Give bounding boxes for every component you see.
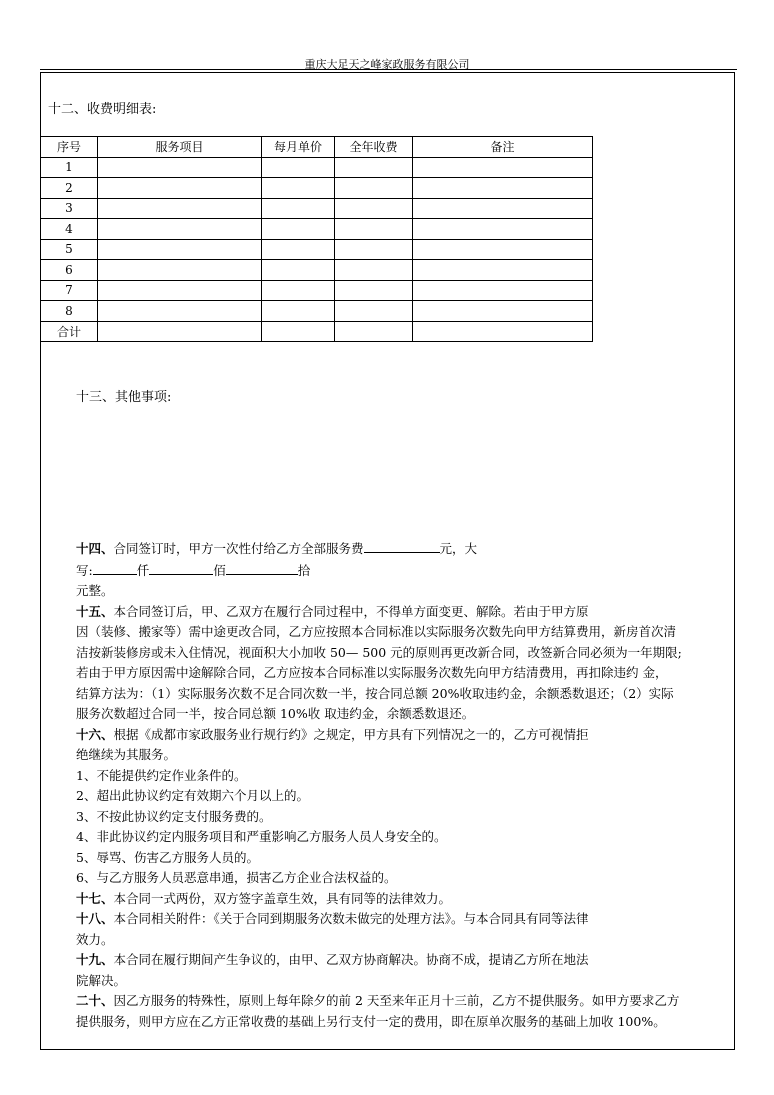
price-cell	[262, 301, 335, 322]
service-cell	[98, 219, 262, 240]
clause-18-line-1: 十八、本合同相关附件：《关于合同到期服务次数未做完的处理方法》。与本合同具有同等法律	[76, 911, 589, 926]
row-number: 6	[41, 260, 98, 281]
col-header-monthly-price: 每月单价	[262, 137, 335, 158]
clause-19-line-1: 十九、本合同在履行期间产生争议的，由甲、乙双方协商解决。协商不成，提请乙方所在地法	[76, 952, 589, 967]
clause-19-number: 十九、	[76, 952, 114, 967]
amount-qian-blank[interactable]	[149, 560, 213, 575]
row-number: 1	[41, 157, 98, 178]
clause-18-number: 十八、	[76, 911, 114, 926]
clause-20-number: 二十、	[76, 993, 114, 1008]
table-row	[41, 198, 593, 219]
clause-19-line-2: 院解决。	[76, 972, 127, 988]
clause-20-line-2: 提供服务，则甲方应在乙方正常收费的基础上另行支付一定的费用，即在原单次服务的基础上加收 100%。	[76, 1013, 666, 1029]
remark-cell	[413, 260, 593, 281]
annual-cell	[335, 260, 413, 281]
clause-16-line-1: 十六、根据《成都市家政服务业行规行约》之规定，甲方具有下列情况之一的，乙方可视情拒	[76, 726, 589, 742]
clause-17: 十七、本合同一式两份，双方签字盖章生效，具有同等的法律效力。	[76, 890, 452, 906]
col-header-annual-fee: 全年收费	[335, 137, 413, 158]
clause-15-number: 十五、	[76, 603, 114, 619]
clause-14-line-2: 写: 仟 佰 拾	[76, 560, 726, 582]
annual-cell	[335, 157, 413, 178]
service-cell	[98, 280, 262, 301]
clause-15-line-4: 若由于甲方原因需中途解除合同，乙方应按本合同标准以实际服务次数先向甲方结清费用，再扣除违约 金，	[76, 665, 668, 680]
price-cell	[262, 157, 335, 178]
remark-cell	[413, 198, 593, 219]
table-total-row	[41, 321, 593, 342]
price-cell	[262, 321, 335, 342]
fee-amount-blank[interactable]	[364, 538, 440, 553]
fee-detail-table	[40, 136, 593, 342]
table-row	[41, 260, 593, 281]
total-label: 合计	[41, 321, 98, 342]
clause-15-line-2: 因（装修、搬家等）需中途更改合同，乙方应按照本合同标准以实际服务次数先向甲方结算费用，新房首次清	[76, 624, 677, 639]
annual-cell	[335, 219, 413, 240]
price-cell	[262, 178, 335, 199]
annual-cell	[335, 321, 413, 342]
contract-clauses	[76, 538, 726, 1032]
price-cell	[262, 198, 335, 219]
service-cell	[98, 178, 262, 199]
section-12-title: 十二、收费明细表:	[48, 102, 157, 117]
clause-15-line-1: 十五、本合同签订后，甲、乙双方在履行合同过程中，不得单方面变更、解除。若由于甲方原	[76, 603, 589, 619]
table-header-row	[41, 137, 593, 158]
remark-cell	[413, 280, 593, 301]
service-cell	[98, 260, 262, 281]
service-cell	[98, 198, 262, 219]
annual-cell	[335, 178, 413, 199]
table-row	[41, 178, 593, 199]
annual-cell	[335, 280, 413, 301]
remark-cell	[413, 219, 593, 240]
clause-17-number: 十七、	[76, 890, 114, 906]
service-cell	[98, 301, 262, 322]
clause-16-item: 4、非此协议约定内服务项目和严重影响乙方服务人员人身安全的。	[76, 829, 447, 844]
company-header: 重庆大足天之峰家政服务有限公司	[304, 58, 470, 71]
col-header-remarks: 备注	[413, 137, 593, 158]
remark-cell	[413, 301, 593, 322]
clause-16-item: 3、不按此协议约定支付服务费的。	[76, 808, 272, 824]
price-cell	[262, 219, 335, 240]
clause-14-line-3: 元整。	[76, 583, 114, 598]
remark-cell	[413, 239, 593, 260]
price-cell	[262, 260, 335, 281]
service-cell	[98, 239, 262, 260]
amount-wan-blank[interactable]	[93, 560, 137, 575]
clause-18-line-2: 效力。	[76, 931, 114, 947]
clause-16-item: 5、辱骂、伤害乙方服务人员的。	[76, 849, 259, 865]
row-number: 8	[41, 301, 98, 322]
row-number: 7	[41, 280, 98, 301]
row-number: 3	[41, 198, 98, 219]
table-row	[41, 280, 593, 301]
row-number: 2	[41, 178, 98, 199]
clause-16-item: 6、与乙方服务人员恶意串通，损害乙方企业合法权益的。	[76, 870, 397, 885]
clause-16-item: 2、超出此协议约定有效期六个月以上的。	[76, 788, 309, 803]
clause-20-line-1: 二十、因乙方服务的特殊性，原则上每年除夕的前 2 天至来年正月十三前，乙方不提供服务。如甲方要求乙方	[76, 993, 680, 1008]
clause-14-number: 十四、	[76, 541, 114, 556]
section-13-title: 十三、其他事项:	[76, 390, 172, 405]
price-cell	[262, 239, 335, 260]
table-row	[41, 219, 593, 240]
clause-16-line-2: 绝继续为其服务。	[76, 747, 177, 762]
service-cell	[98, 157, 262, 178]
table-row	[41, 239, 593, 260]
col-header-service: 服务项目	[98, 137, 262, 158]
clause-15-line-5: 结算方法为：（1）实际服务次数不足合同次数一半，按合同总额 20%收取违约金，余额悉数退还；（2）实际	[76, 685, 674, 701]
clause-15-line-3: 洁按新装修房或未入住情况，视面积大小加收 50— 500 元的原则再更改新合同，改签新合同必须为一年期限;	[76, 644, 682, 660]
table-row	[41, 157, 593, 178]
annual-cell	[335, 301, 413, 322]
row-number: 5	[41, 239, 98, 260]
remark-cell	[413, 157, 593, 178]
clause-16-number: 十六、	[76, 726, 114, 742]
clause-15-line-6: 服务次数超过合同一半，按合同总额 10%收 取违约金，余额悉数退还。	[76, 706, 475, 721]
annual-cell	[335, 239, 413, 260]
remark-cell	[413, 321, 593, 342]
amount-bai-blank[interactable]	[226, 560, 298, 575]
header-divider	[40, 69, 737, 70]
table-row	[41, 301, 593, 322]
remark-cell	[413, 178, 593, 199]
col-header-no: 序号	[41, 137, 98, 158]
annual-cell	[335, 198, 413, 219]
service-cell	[98, 321, 262, 342]
clause-16-item: 1、不能提供约定作业条件的。	[76, 767, 247, 783]
row-number: 4	[41, 219, 98, 240]
clause-14-line-1: 十四、合同签订时，甲方一次性付给乙方全部服务费 元，大	[76, 538, 726, 560]
price-cell	[262, 280, 335, 301]
